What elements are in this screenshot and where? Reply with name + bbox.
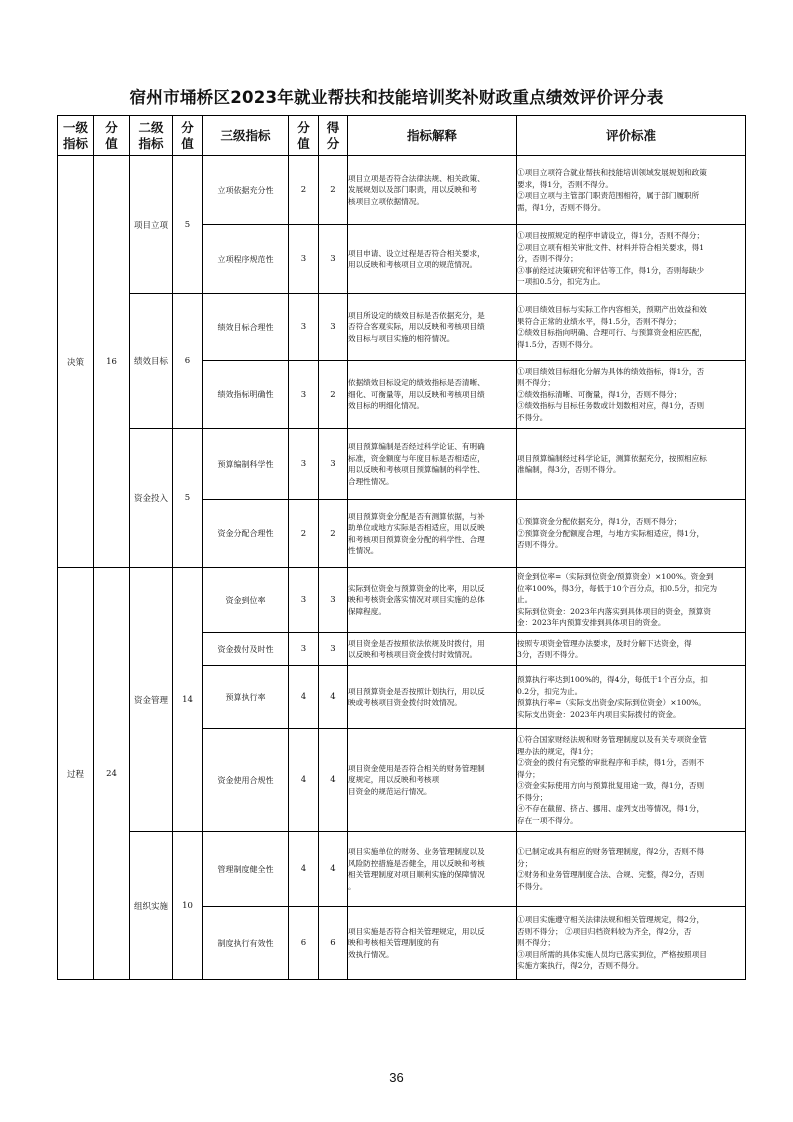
group-name: 决策 xyxy=(58,156,94,568)
subgroup-name: 绩效目标 xyxy=(130,294,173,429)
indicator-earned: 2 xyxy=(319,156,348,225)
group-name: 过程 xyxy=(58,568,94,980)
header-level3: 三级指标 xyxy=(203,116,289,156)
indicator-score: 3 xyxy=(289,568,319,633)
group-score: 24 xyxy=(94,568,130,980)
indicator-explanation: 项目申请、设立过程是否符合相关要求， 用以反映和考核项目立项的规范情况。 xyxy=(348,225,517,294)
subgroup-name: 组织实施 xyxy=(130,832,173,980)
indicator-explanation: 依据绩效目标设定的绩效指标是否清晰、 细化、可衡量等，用以反映和考核项目绩 效目标的明细化情况。 xyxy=(348,361,517,429)
subgroup-score: 5 xyxy=(173,429,203,568)
indicator-score: 4 xyxy=(289,832,319,907)
indicator-score: 4 xyxy=(289,729,319,832)
indicator-score: 3 xyxy=(289,361,319,429)
indicator-criteria: ①项目绩效目标与实际工作内容相关，预期产出效益和效 果符合正常的业绩水平，得1.5分，否则不得分； ②绩效目标指向明确、合理可行、与预算资金相应匹配， 得1.5分，否则不得分。 xyxy=(517,294,746,361)
indicator-name: 绩效目标合理性 xyxy=(203,294,289,361)
indicator-score: 2 xyxy=(289,500,319,568)
subgroup-score: 10 xyxy=(173,832,203,980)
subgroup-name: 项目立项 xyxy=(130,156,173,294)
indicator-criteria: 资金到位率=（实际到位资金/预算资金）×100%。资金到 位率100%，得3分，每低于10个百分点，扣0.5分，扣完为 止。 实际到位资金：2023年内落实到具体项目的资金，预算资 金：2023年内预算安排到具体项目的资金。 xyxy=(517,568,746,633)
header-earned: 得 分 xyxy=(319,116,348,156)
header-score2: 分 值 xyxy=(173,116,203,156)
indicator-criteria: ①项目立项符合就业帮扶和技能培训领域发展规划和政策 要求，得1分，否则不得分。 ②项目立项与主管部门职责范围相符，属于部门履职所 需，得1分，否则不得分。 xyxy=(517,156,746,225)
indicator-name: 资金到位率 xyxy=(203,568,289,633)
indicator-name: 预算执行率 xyxy=(203,666,289,729)
indicator-explanation: 项目资金是否按照依法依规及时拨付，用 以反映和考核项目资金拨付时效情况。 xyxy=(348,633,517,666)
indicator-explanation: 项目预算资金是否按照计划执行，用以反 映或考核项目资金拨付时效情况。 xyxy=(348,666,517,729)
header-level1: 一级 指标 xyxy=(58,116,94,156)
header-score3: 分 值 xyxy=(289,116,319,156)
indicator-name: 立项程序规范性 xyxy=(203,225,289,294)
indicator-criteria: 按照专项资金管理办法要求，及时分解下达资金，得 3分，否则不得分。 xyxy=(517,633,746,666)
indicator-score: 2 xyxy=(289,156,319,225)
header-criteria: 评价标准 xyxy=(517,116,746,156)
evaluation-score-table xyxy=(57,115,746,980)
indicator-explanation: 项目预算资金分配是否有测算依据，与补 助单位或地方实际是否相适应，用以反映 和考核项目预算资金分配的科学性、合理 性情况。 xyxy=(348,500,517,568)
indicator-score: 3 xyxy=(289,429,319,500)
header-row xyxy=(58,116,746,156)
indicator-name: 立项依据充分性 xyxy=(203,156,289,225)
indicator-criteria: ①项目按照规定的程序申请设立，得1分，否则不得分； ②项目立项有相关审批文件、材料并符合相关要求，得1 分，否则不得分； ③事前经过决策研究和评估等工作，得1分，否则每缺少 一项扣0.5分，扣完为止。 xyxy=(517,225,746,294)
indicator-earned: 4 xyxy=(319,666,348,729)
subgroup-name: 资金管理 xyxy=(130,568,173,832)
indicator-name: 资金拨付及时性 xyxy=(203,633,289,666)
indicator-earned: 2 xyxy=(319,361,348,429)
indicator-name: 管理制度健全性 xyxy=(203,832,289,907)
indicator-explanation: 项目预算编制是否经过科学论证、有明确 标准，资金额度与年度目标是否相适应， 用以反映和考核项目预算编制的科学性、 合理性情况。 xyxy=(348,429,517,500)
table-row xyxy=(58,429,746,500)
indicator-score: 3 xyxy=(289,225,319,294)
indicator-earned: 3 xyxy=(319,568,348,633)
indicator-explanation: 项目所设定的绩效目标是否依据充分，是 否符合客观实际，用以反映和考核项目绩 效目标与项目实施的相符情况。 xyxy=(348,294,517,361)
indicator-criteria: ①已制定或具有相应的财务管理制度，得2分，否则不得 分； ②财务和业务管理制度合法、合规、完整，得2分，否则 不得分。 xyxy=(517,832,746,907)
indicator-score: 4 xyxy=(289,666,319,729)
indicator-criteria: ①项目绩效目标细化分解为具体的绩效指标，得1分，否 则不得分； ②绩效指标清晰、可衡量，得1分，否则不得分； ③绩效指标与目标任务数或计划数相对应，得1分，否则 不得分。 xyxy=(517,361,746,429)
indicator-explanation: 项目实施是否符合相关管理规定，用以反 映和考核相关管理制度的有 效执行情况。 xyxy=(348,907,517,980)
indicator-name: 资金使用合规性 xyxy=(203,729,289,832)
indicator-score: 3 xyxy=(289,633,319,666)
indicator-criteria: ①符合国家财经法规和财务管理制度以及有关专项资金管 理办法的规定，得1分； ②资金的拨付有完整的审批程序和手续，得1分，否则不 得分； ③资金实际使用方向与预算批复用途一致，得1分，否则 不得分； ④不存在截留、挤占、挪用、虚列支出等情况，得1分， 存在一项不得分。 xyxy=(517,729,746,832)
indicator-earned: 3 xyxy=(319,429,348,500)
indicator-name: 绩效指标明确性 xyxy=(203,361,289,429)
indicator-criteria: ①预算资金分配依据充分，得1分，否则不得分； ②预算资金分配额度合理，与地方实际相适应，得1分， 否则不得分。 xyxy=(517,500,746,568)
group-score: 16 xyxy=(94,156,130,568)
indicator-explanation: 项目资金使用是否符合相关的财务管理制 度规定，用以反映和考核项 目资金的规范运行情况。 xyxy=(348,729,517,832)
indicator-explanation: 项目立项是否符合法律法规、相关政策、 发展规划以及部门职责，用以反映和考 核项目立项依据情况。 xyxy=(348,156,517,225)
subgroup-score: 5 xyxy=(173,156,203,294)
indicator-criteria: ①项目实施遵守相关法律法规和相关管理规定，得2分， 否则不得分； ②项目归档资料较为齐全，得2分，否 则不得分； ③项目所需的具体实施人员均已落实到位，严格按照项目 实施方案执行，得2分，否则不得分。 xyxy=(517,907,746,980)
table-row xyxy=(58,832,746,907)
table-row xyxy=(58,156,746,225)
indicator-name: 预算编制科学性 xyxy=(203,429,289,500)
header-explanation: 指标解释 xyxy=(348,116,517,156)
table-row xyxy=(58,568,746,633)
indicator-explanation: 实际到位资金与预算资金的比率，用以反 映和考核资金落实情况对项目实施的总体 保障程度。 xyxy=(348,568,517,633)
indicator-earned: 4 xyxy=(319,729,348,832)
indicator-name: 制度执行有效性 xyxy=(203,907,289,980)
header-score1: 分 值 xyxy=(94,116,130,156)
indicator-name: 资金分配合理性 xyxy=(203,500,289,568)
indicator-earned: 2 xyxy=(319,500,348,568)
indicator-earned: 3 xyxy=(319,225,348,294)
indicator-earned: 4 xyxy=(319,832,348,907)
indicator-score: 3 xyxy=(289,294,319,361)
subgroup-name: 资金投入 xyxy=(130,429,173,568)
indicator-earned: 3 xyxy=(319,633,348,666)
indicator-criteria: 预算执行率达到100%的，得4分，每低于1个百分点，扣 0.2分，扣完为止。 预算执行率=（实际支出资金/实际到位资金）×100%。 实际支出资金：2023年内项目实际拨付的资金。 xyxy=(517,666,746,729)
indicator-criteria: 项目预算编制经过科学论证，测算依据充分，按照相应标 准编制，得3分，否则不得分。 xyxy=(517,429,746,500)
page-title: 宿州市埇桥区2023年就业帮扶和技能培训奖补财政重点绩效评价评分表 xyxy=(129,88,664,107)
indicator-explanation: 项目实施单位的财务、业务管理制度以及 风险防控措施是否健全，用以反映和考核 相关管理制度对项目顺利实施的保障情况 。 xyxy=(348,832,517,907)
table-row xyxy=(58,294,746,361)
indicator-earned: 3 xyxy=(319,294,348,361)
indicator-earned: 6 xyxy=(319,907,348,980)
subgroup-score: 6 xyxy=(173,294,203,429)
indicator-score: 6 xyxy=(289,907,319,980)
header-level2: 二级 指标 xyxy=(130,116,173,156)
subgroup-score: 14 xyxy=(173,568,203,832)
page-number: 36 xyxy=(389,1070,404,1085)
